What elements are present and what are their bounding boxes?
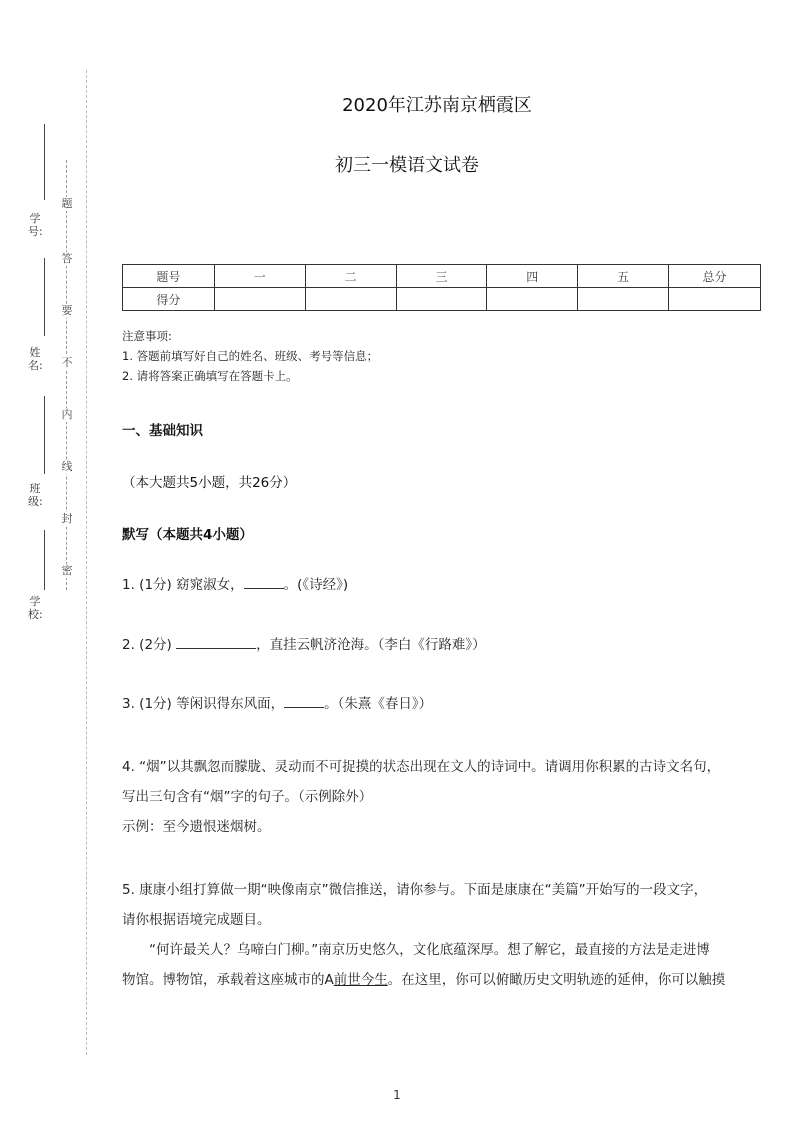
- passage-text: “何许最关人？乌啼白门柳。”南京历史悠久，文化底蕴深厚。想了解它，最直接的方法是走进博: [149, 942, 710, 958]
- seal-char: 密: [61, 564, 73, 577]
- score-cell[interactable]: [487, 288, 578, 311]
- name-label: 姓名:: [28, 346, 43, 372]
- seal-char: 要: [61, 304, 73, 317]
- example-text: 示例：至今遗恨迷烟树。: [122, 819, 271, 835]
- table-cell: 五: [578, 265, 669, 288]
- notes-item: 1. 答题前填写好自己的姓名、班级、考号等信息；: [122, 349, 379, 363]
- name-line[interactable]: [44, 258, 45, 336]
- answer-blank[interactable]: [244, 575, 284, 589]
- class-label: 班级:: [28, 482, 43, 508]
- score-cell[interactable]: [669, 288, 761, 311]
- seal-char: 内: [61, 408, 73, 421]
- seal-char: 不: [61, 356, 73, 369]
- passage-text-part: 物馆。博物馆，承载着这座城市的A: [122, 972, 334, 988]
- table-cell: 一: [214, 265, 305, 288]
- seal-char: 线: [61, 460, 73, 473]
- score-table-header-row: [123, 265, 761, 288]
- question-text: ，直挂云帆济沧海。（李白《行路难》）: [256, 637, 486, 653]
- page-number: 1: [393, 1088, 401, 1102]
- score-cell[interactable]: [214, 288, 305, 311]
- score-cell[interactable]: [578, 288, 669, 311]
- question-5: [122, 875, 764, 995]
- question-group-title: 默写（本题共4小题）: [122, 527, 253, 543]
- question-text: 2. (2分): [122, 637, 177, 653]
- question-text: 3. (1分) 等闲识得东风面，: [122, 696, 285, 712]
- question-text: 请你根据语境完成题目。: [122, 912, 271, 928]
- exam-notes: [122, 326, 378, 386]
- section-subtitle: （本大题共5小题，共26分）: [122, 475, 297, 491]
- underlined-phrase: 前世今生: [333, 972, 388, 988]
- score-cell[interactable]: [305, 288, 396, 311]
- section-title: 一、基础知识: [122, 423, 203, 439]
- table-cell: 得分: [123, 288, 215, 311]
- notes-item: 2. 请将答案正确填写在答题卡上。: [122, 369, 298, 383]
- question-text: 1. (1分) 窈窕淑女，: [122, 577, 244, 593]
- question-4: [122, 752, 764, 842]
- table-cell: 二: [305, 265, 396, 288]
- question-text: 。（朱熹《春日》）: [324, 696, 433, 712]
- answer-blank[interactable]: [176, 635, 256, 649]
- score-table: [122, 264, 761, 311]
- answer-blank[interactable]: [284, 694, 324, 708]
- table-cell: 题号: [123, 265, 215, 288]
- binding-margin-line: [86, 70, 87, 1055]
- table-cell: 四: [487, 265, 578, 288]
- seal-char: 答: [61, 252, 73, 265]
- question-1: [122, 570, 764, 600]
- student-id-label: 学号:: [28, 212, 43, 238]
- exam-title-region: 2020年江苏南京栖霞区: [342, 95, 532, 116]
- question-text: 写出三句含有“烟”字的句子。（示例除外）: [122, 789, 373, 805]
- seal-char: 题: [61, 197, 73, 210]
- exam-title: 初三一模语文试卷: [335, 155, 479, 176]
- table-cell: 总分: [669, 265, 761, 288]
- score-cell[interactable]: [396, 288, 487, 311]
- passage-text-part: 。在这里，你可以俯瞰历史文明轨迹的延伸，你可以触摸: [387, 972, 726, 988]
- school-label: 学校:: [28, 595, 43, 621]
- notes-heading: 注意事项:: [122, 329, 172, 343]
- school-line[interactable]: [44, 530, 45, 590]
- passage-text: [122, 965, 764, 995]
- question-text: 5. 康康小组打算做一期“映像南京”微信推送，请你参与。下面是康康在“美篇”开始写的一段文字，: [122, 882, 708, 898]
- seal-char: 封: [61, 512, 73, 525]
- class-line[interactable]: [44, 396, 45, 474]
- question-2: [122, 630, 764, 660]
- question-3: [122, 689, 764, 719]
- question-text: 4. “烟”以其飘忽而朦胧、灵动而不可捉摸的状态出现在文人的诗词中。请调用你积累的古诗文名句，: [122, 759, 721, 775]
- score-table-score-row: [123, 288, 761, 311]
- question-text: 。(《诗经》): [283, 577, 349, 593]
- table-cell: 三: [396, 265, 487, 288]
